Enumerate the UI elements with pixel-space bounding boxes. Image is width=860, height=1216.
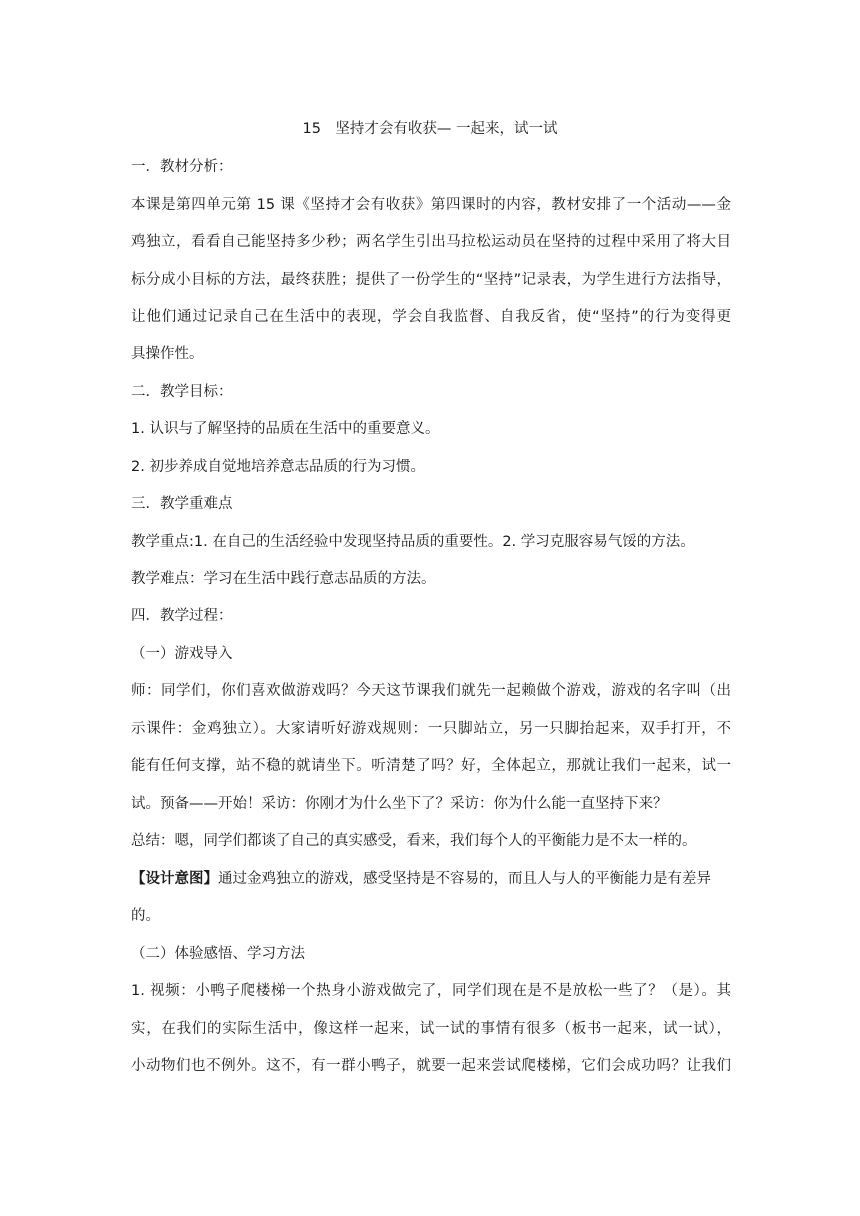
part2-line-1: 1. 视频：小鸭子爬楼梯一个热身小游戏做完了，同学们现在是不是放松一些了？（是）。其 <box>131 983 731 999</box>
key-point-text: 教学重点:1. 在自己的生活经验中发现坚持品质的重要性。2. 学习克服容易气馁的方法。 <box>131 534 695 550</box>
goal-item-1: 1. 认识与了解坚持的品质在生活中的重要意义。 <box>131 421 440 437</box>
analysis-line-5: 具操作性。 <box>131 346 204 362</box>
analysis-line-1: 本课是第四单元第 15 课《坚持才会有收获》第四课时的内容，教材安排了一个活动——金 <box>131 197 731 213</box>
analysis-line-3: 标分成小目标的方法，最终获胜；提供了一份学生的“坚持”记录表，为学生进行方法指导， <box>131 272 731 288</box>
difficulty-text: 教学难点：学习在生活中践行意志品质的方法。 <box>131 571 436 587</box>
analysis-line-2: 鸡独立，看看自己能坚持多少秒；两名学生引出马拉松运动员在坚持的过程中采用了将大目 <box>131 234 731 250</box>
section-heading-key-points: 三．教学重难点 <box>131 496 233 512</box>
part1-line-1: 师：同学们，你们喜欢做游戏吗？今天这节课我们就先一起赖做个游戏，游戏的名字叫（出 <box>131 683 731 699</box>
part2-line-3: 小动物们也不例外。这不，有一群小鸭子，就要一起来尝试爬楼梯，它们会成功吗？让我们 <box>131 1058 731 1074</box>
part2-heading: （二）体验感悟、学习方法 <box>131 946 305 962</box>
section-heading-process: 四．教学过程： <box>131 608 233 624</box>
analysis-line-4: 让他们通过记录自己在生活中的表现，学会自我监督、自我反省，使“坚持”的行为变得更 <box>131 309 731 325</box>
part1-design-intent-end: 的。 <box>131 908 160 924</box>
part1-line-2: 示课件：金鸡独立）。大家请听好游戏规则：一只脚站立，另一只脚抬起来，双手打开，不 <box>131 721 731 737</box>
design-intent-label: 【设计意图】 <box>131 871 218 887</box>
part2-line-2: 实，在我们的实际生活中，像这样一起来，试一试的事情有很多（板书一起来，试一试）， <box>131 1021 731 1037</box>
part1-line-3: 能有任何支撑，站不稳的就请坐下。听清楚了吗？好，全体起立，那就让我们一起来，试一 <box>131 758 731 774</box>
section-heading-goals: 二．教学目标： <box>131 384 233 400</box>
part1-design-intent <box>131 869 731 889</box>
part1-heading: （一）游戏导入 <box>131 646 233 662</box>
goal-item-2: 2. 初步养成自觉地培养意志品质的行为习惯。 <box>131 459 425 475</box>
section-heading-analysis: 一．教材分析： <box>131 159 233 175</box>
part1-summary: 总结：嗯，同学们都谈了自己的真实感受，看来，我们每个人的平衡能力是不太一样的。 <box>131 833 697 849</box>
part1-line-4: 试。预备——开始！采访：你刚才为什么坐下了？采访：你为什么能一直坚持下来？ <box>131 796 668 812</box>
design-intent-text: 通过金鸡独立的游戏，感受坚持是不容易的，而且人与人的平衡能力是有差异 <box>218 871 711 887</box>
document-title: 15 坚持才会有收获— 一起来，试一试 <box>302 121 558 137</box>
